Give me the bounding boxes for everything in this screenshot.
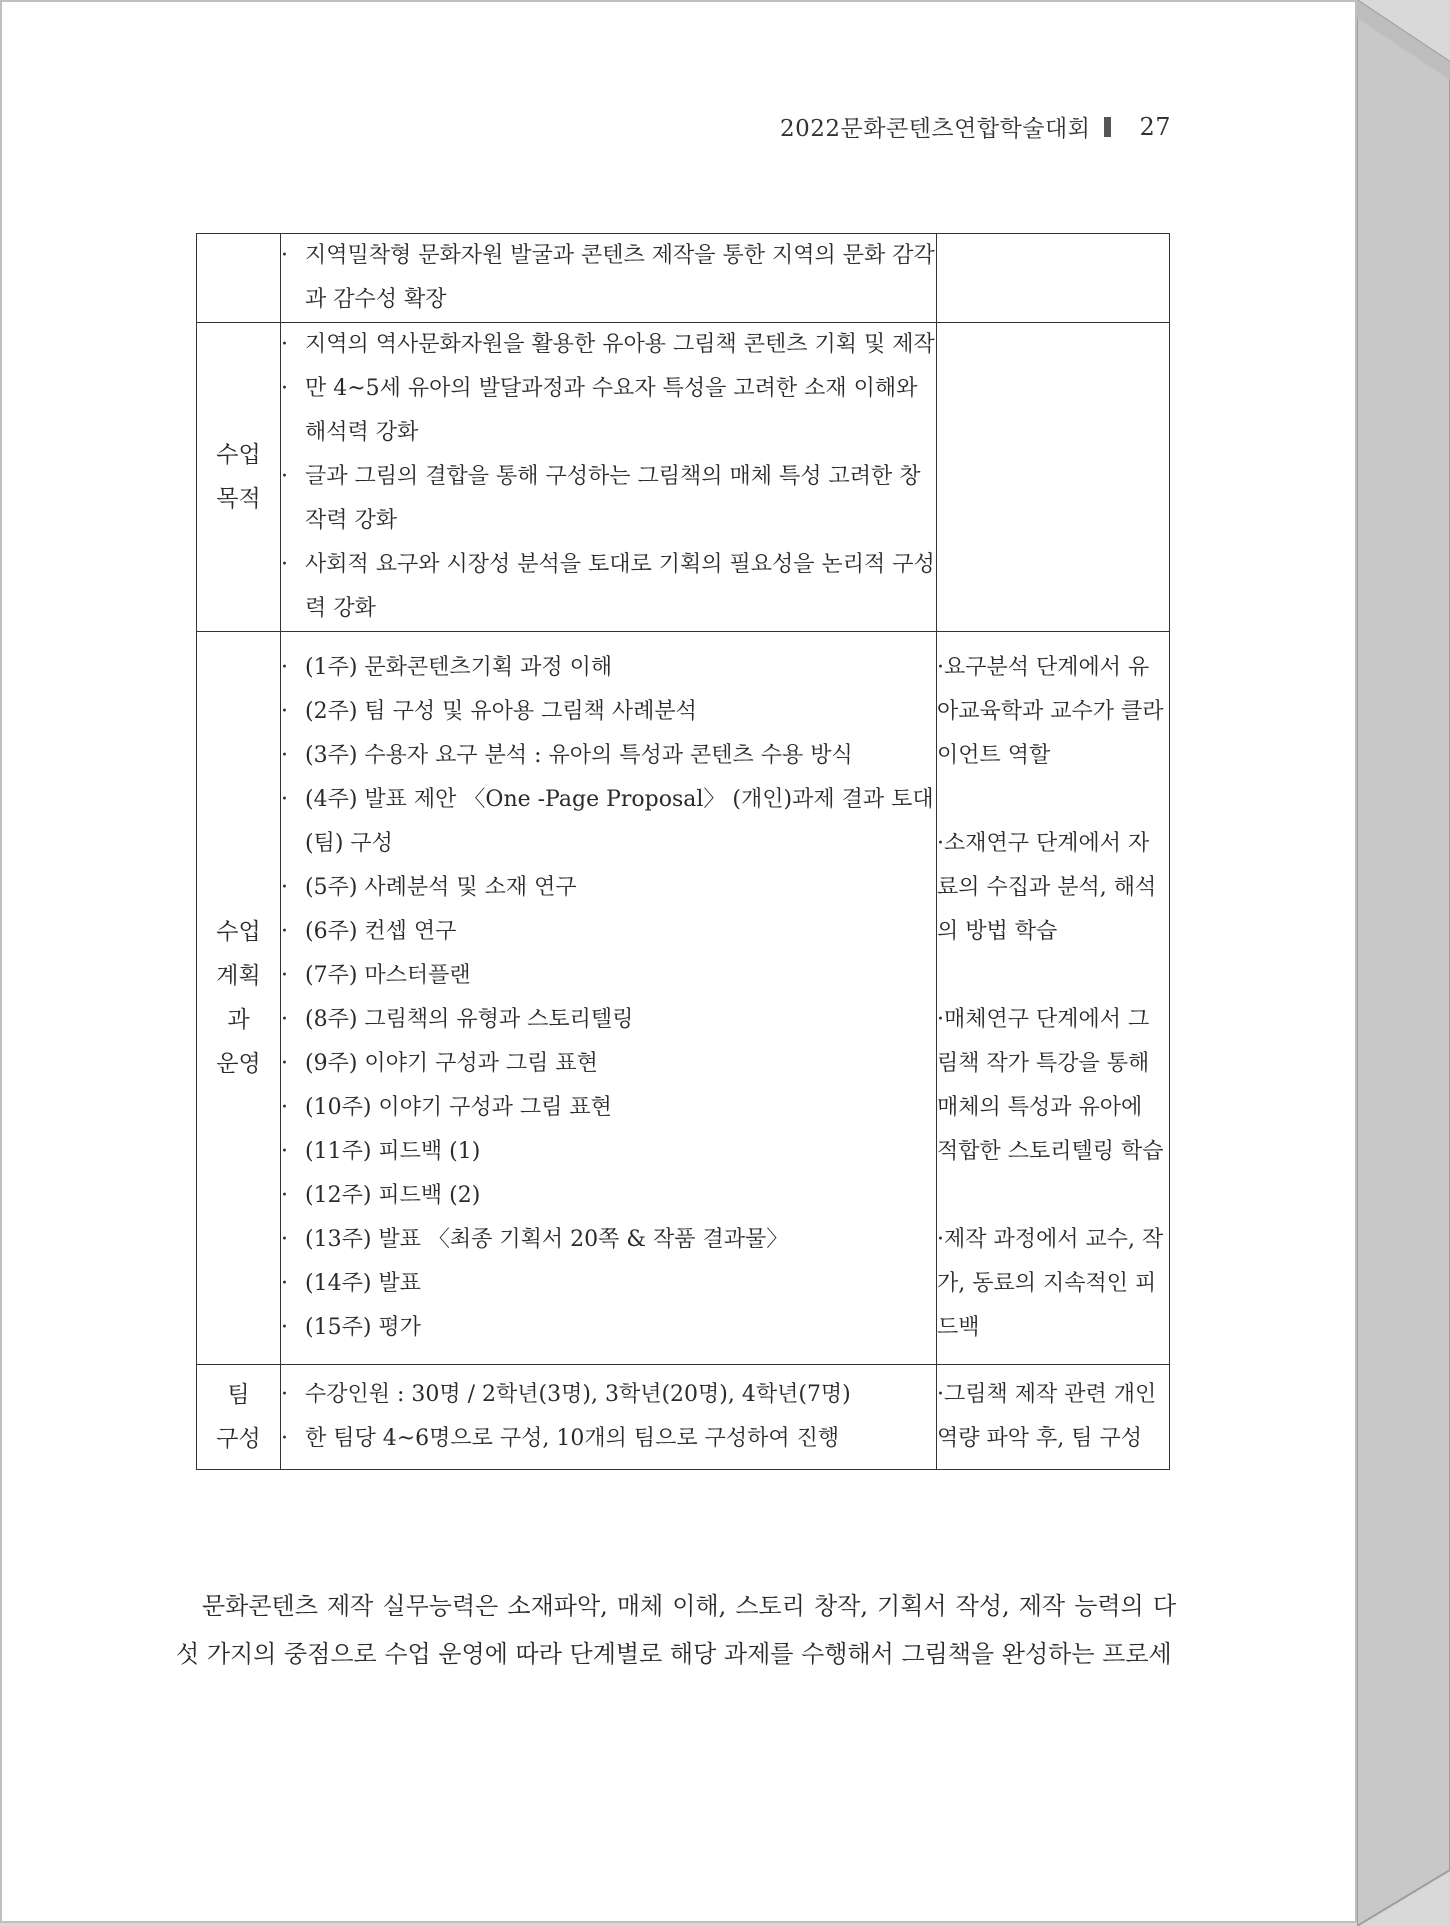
table-row <box>197 632 1170 1365</box>
row-label-plan: 수업 계획 과 운영 <box>197 632 281 1365</box>
running-header <box>780 110 1171 143</box>
row-note <box>937 632 1170 1365</box>
table-row <box>197 234 1170 323</box>
table-row <box>197 323 1170 632</box>
table-row <box>197 1365 1170 1470</box>
book-page-edge <box>1357 0 1450 1926</box>
list-item: · 만 4~5세 유아의 발달과정과 수요자 특성을 고려한 소재 이해와 해석력 강화 <box>281 376 918 445</box>
list-item: · (11주) 피드백 (1) <box>281 1139 481 1164</box>
list-item: · 지역의 역사문화자원을 활용한 유아용 그림책 콘텐츠 기획 및 제작 <box>281 332 935 357</box>
list-item: · (9주) 이야기 구성과 그림 표현 <box>281 1051 598 1076</box>
note-item: ·소재연구 단계에서 자료의 수집과 분석, 해석의 방법 학습 <box>937 831 1157 944</box>
header-title: 2022문화콘텐츠연합학술대회 <box>780 116 1091 142</box>
body-paragraph: 문화콘텐츠 제작 실무능력은 소재파악, 매체 이해, 스토리 창작, 기획서 작성, 제작 능력의 다섯 가지의 중점으로 수업 운영에 따라 단계별로 해당 과제를 수행해서 그림책을 완성하는 프로세 <box>176 1592 1176 1668</box>
row-label-team: 팀 구성 <box>197 1365 281 1470</box>
list-item: · (1주) 문화콘텐츠기획 과정 이해 <box>281 655 613 680</box>
list-item: · 사회적 요구와 시장성 분석을 토대로 기획의 필요성을 논리적 구성력 강화 <box>281 552 935 621</box>
list-item: · (4주) 발표 제안 〈One -Page Proposal〉 (개인)과제 결과 토대 (팀) 구성 <box>281 787 934 856</box>
note-item: ·요구분석 단계에서 유아교육학과 교수가 클라이언트 역할 <box>937 655 1164 768</box>
list-item: · (14주) 발표 <box>281 1271 421 1296</box>
row-label <box>197 234 281 323</box>
note-item: ·제작 과정에서 교수, 작가, 동료의 지속적인 피드백 <box>937 1227 1164 1340</box>
note-item: ·매체연구 단계에서 그림책 작가 특강을 통해 매체의 특성과 유아에 적합한 스토리텔링 학습 <box>937 1007 1164 1164</box>
header-separator <box>1104 117 1111 137</box>
row-note <box>937 323 1170 632</box>
course-plan-table <box>196 233 1170 1470</box>
row-content <box>281 1365 937 1470</box>
list-item: · (8주) 그림책의 유형과 스토리텔링 <box>281 1007 634 1032</box>
row-note <box>937 234 1170 323</box>
list-item: · (15주) 평가 <box>281 1315 421 1340</box>
list-item: · 수강인원 : 30명 / 2학년(3명), 3학년(20명), 4학년(7명) <box>281 1382 851 1407</box>
list-item: · (5주) 사례분석 및 소재 연구 <box>281 875 577 900</box>
list-item: · (13주) 발표 〈최종 기획서 20쪽 & 작품 결과물〉 <box>281 1227 789 1252</box>
page-number: 27 <box>1139 112 1171 141</box>
list-item: · (7주) 마스터플랜 <box>281 963 471 988</box>
list-item: · (2주) 팀 구성 및 유아용 그림책 사례분석 <box>281 699 697 724</box>
list-item: · (12주) 피드백 (2) <box>281 1183 481 1208</box>
list-item: · 지역밀착형 문화자원 발굴과 콘텐츠 제작을 통한 지역의 문화 감각과 감수성 확장 <box>281 243 935 312</box>
list-item: · (3주) 수용자 요구 분석 : 유아의 특성과 콘텐츠 수용 방식 <box>281 743 853 768</box>
row-note <box>937 1365 1170 1470</box>
list-item: · (6주) 컨셉 연구 <box>281 919 457 944</box>
row-content <box>281 632 937 1365</box>
note-item: ·그림책 제작 관련 개인 역량 파악 후, 팀 구성 <box>937 1382 1157 1451</box>
row-content <box>281 323 937 632</box>
list-item: · 한 팀당 4~6명으로 구성, 10개의 팀으로 구성하여 진행 <box>281 1426 840 1451</box>
row-content <box>281 234 937 323</box>
list-item: · (10주) 이야기 구성과 그림 표현 <box>281 1095 612 1120</box>
list-item: · 글과 그림의 결합을 통해 구성하는 그림책의 매체 특성 고려한 창작력 강화 <box>281 464 921 533</box>
row-label-purpose: 수업 목적 <box>197 323 281 632</box>
